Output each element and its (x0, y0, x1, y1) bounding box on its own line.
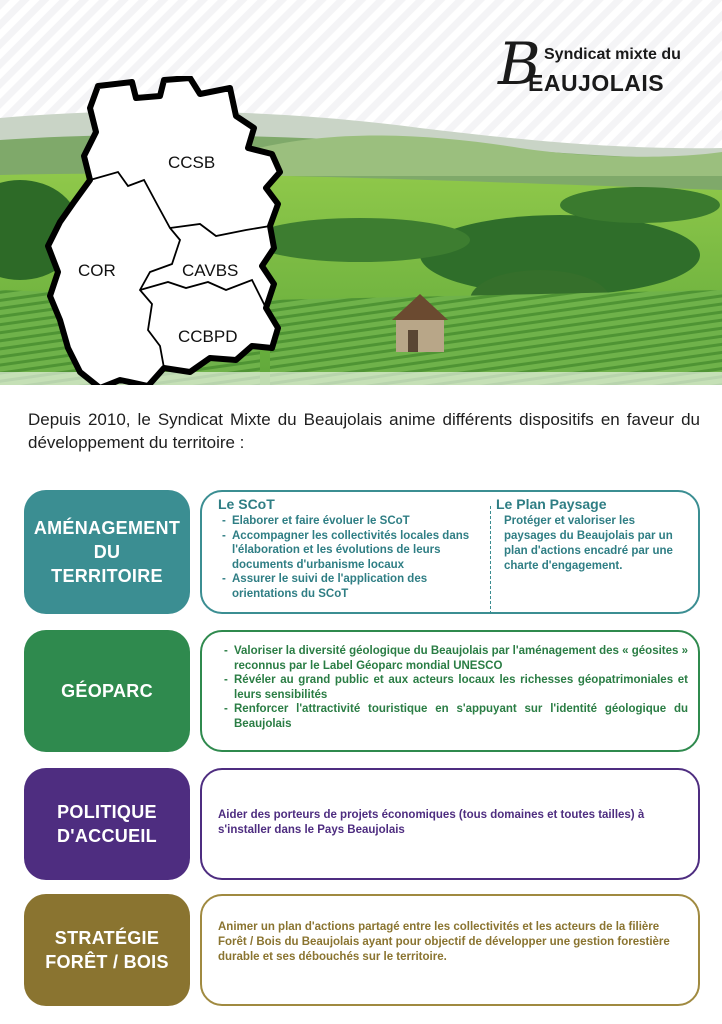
label-amenagement-line2: DU (93, 542, 121, 562)
map-label-ccbpd: CCBPD (178, 327, 238, 346)
hero-banner (0, 0, 722, 385)
logo-line2: EAUJOLAIS (528, 70, 665, 96)
geoparc-item: - Valoriser la diversité géologique du Beaujolais par l'aménagement des « géosites » reconnus par le Label Géoparc mondial UNESCO (222, 644, 688, 673)
box-geoparc (200, 630, 700, 752)
scot-item: - Elaborer et faire évoluer le SCoT (220, 514, 482, 529)
plan-paysage-text: Protéger et valoriser les paysages du Beaujolais par un plan d'actions encadré par une charte d'engagement. (504, 515, 673, 572)
territory-map (40, 76, 330, 385)
geoparc-list (222, 644, 688, 731)
logo-line1: Syndicat mixte du (544, 46, 681, 63)
logo (498, 30, 698, 102)
label-geoparc-line1: GÉOPARC (61, 681, 153, 701)
plan-paysage-title: Le Plan Paysage (496, 496, 607, 512)
label-foret-line2: FORÊT / BOIS (45, 952, 169, 972)
geoparc-item: - Révéler au grand public et aux acteurs locaux les richesses géopatrimoniales et leurs sensibilités (222, 673, 688, 702)
scot-item: - Accompagner les collectivités locales dans l'élaboration et les évolutions de leurs documents d'urbanisme locaux (220, 529, 482, 573)
map-label-cavbs: CAVBS (182, 261, 239, 280)
scot-list (220, 514, 482, 601)
logo-b-letter: B (498, 30, 541, 98)
geoparc-item: - Renforcer l'attractivité touristique en s'appuyant sur l'identité géologique du Beaujolais (222, 702, 688, 731)
foret-text: Animer un plan d'actions partagé entre les collectivités et les acteurs de la filière Forêt / Bois du Beaujolais ayant pour objectif de développer une gestion forestière durable et ses débouchés sur le territoire. (218, 921, 670, 963)
label-accueil (24, 768, 190, 880)
label-foret-line1: STRATÉGIE (54, 928, 160, 948)
column-divider (490, 506, 491, 614)
label-geoparc (24, 630, 190, 752)
map-label-ccsb: CCSB (168, 153, 216, 172)
label-amenagement (24, 490, 190, 614)
box-amenagement (200, 490, 700, 614)
label-amenagement-line3: TERRITOIRE (51, 566, 163, 586)
scot-title: Le SCoT (218, 496, 275, 512)
label-foret (24, 894, 190, 1006)
accueil-text: Aider des porteurs de projets économiques (tous domaines et toutes tailles) à s'installer dans le Pays Beaujolais (218, 809, 645, 836)
map-label-cor: COR (78, 261, 116, 280)
label-amenagement-line1: AMÉNAGEMENT (33, 518, 181, 538)
box-foret (200, 894, 700, 1006)
box-accueil (200, 768, 700, 880)
label-accueil-line2: D'ACCUEIL (57, 826, 157, 846)
label-accueil-line1: POLITIQUE (57, 802, 157, 822)
intro-text: Depuis 2010, le Syndicat Mixte du Beaujolais anime différents dispositifs en faveur du développement du territoire : (28, 410, 700, 452)
scot-item: - Assurer le suivi de l'application des orientations du SCoT (220, 572, 482, 601)
